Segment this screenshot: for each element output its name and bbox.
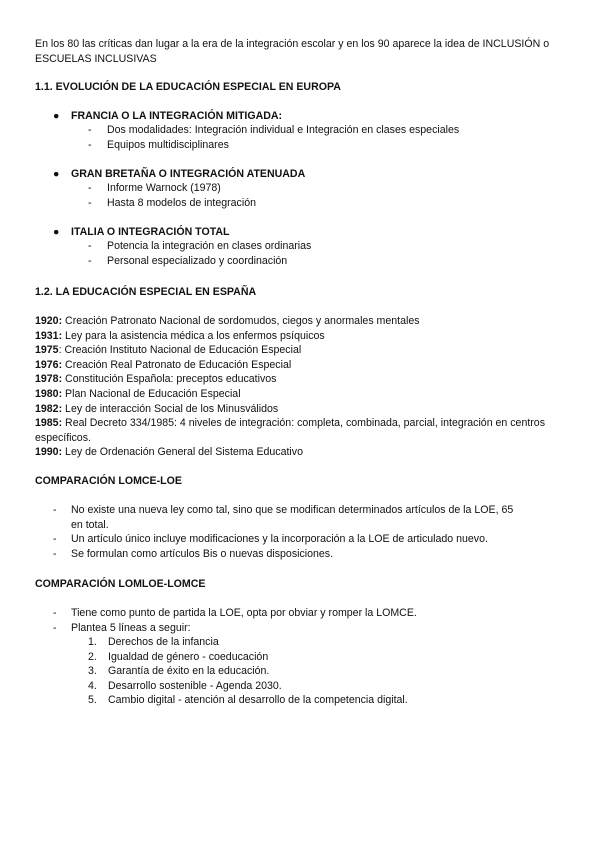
- bullet-icon: ●: [53, 168, 60, 180]
- timeline-entry: [35, 372, 555, 387]
- timeline-entry: [35, 416, 555, 445]
- timeline-year: 1990:: [35, 446, 63, 459]
- timeline-text: : Creación Instituto Nacional de Educación Especial: [58, 344, 302, 357]
- list-item: - Potencia la integración en clases ordinarias: [88, 239, 311, 254]
- country-heading-italia: [53, 225, 230, 240]
- francia-list: [88, 123, 459, 152]
- lomloe-lomce-list: [53, 606, 523, 635]
- list-item: - Hasta 8 modelos de integración: [88, 196, 256, 211]
- timeline-text: Ley para la asistencia médica a los enfermos psíquicos: [62, 329, 325, 342]
- bullet-icon: ●: [53, 110, 60, 122]
- country-name: FRANCIA O LA INTEGRACIÓN MITIGADA:: [71, 110, 283, 122]
- item-number: 5.: [88, 694, 97, 707]
- timeline-text: Constitución Española: preceptos educativos: [62, 373, 277, 386]
- timeline-year: 1978:: [35, 373, 63, 386]
- timeline-year: 1985:: [35, 417, 63, 430]
- country-heading-francia: [53, 109, 282, 124]
- numbered-item: [88, 650, 408, 665]
- item-text: Igualdad de género - coeducación: [108, 650, 269, 663]
- list-item: - Un artículo único incluye modificaciones y la incorporación a la LOE de articulado nuevo.: [53, 532, 523, 547]
- item-text: Derechos de la infancia: [108, 636, 219, 648]
- list-item: - Tiene como punto de partida la LOE, opta por obviar y romper la LOMCE.: [53, 606, 523, 621]
- timeline-entry: [35, 343, 555, 358]
- section-lomloe-lomce-title: COMPARACIÓN LOMLOE-LOMCE: [35, 578, 206, 590]
- timeline-year: 1920:: [35, 315, 63, 327]
- timeline-year: 1980:: [35, 387, 63, 400]
- numbered-item: [88, 664, 408, 679]
- timeline-text: Plan Nacional de Educación Especial: [62, 387, 241, 400]
- intro-paragraph: En los 80 las críticas dan lugar a la era de la integración escolar y en los 90 aparece la idea de INCLUSIÓN o ESCUELAS INCLUSIVAS: [35, 38, 550, 65]
- timeline-text: Real Decreto 334/1985: 4 niveles de integración: completa, combinada, parcial, integración en centros específicos.: [35, 417, 545, 444]
- item-text: Cambio digital - atención al desarrollo de la competencia digital.: [108, 694, 408, 707]
- list-item: - Plantea 5 líneas a seguir:: [53, 621, 523, 636]
- bullet-icon: ●: [53, 226, 60, 238]
- country-heading-gran-bretana: [53, 167, 305, 182]
- list-item: - Dos modalidades: Integración individual e Integración en clases especiales: [88, 123, 459, 138]
- timeline-entry: [35, 387, 555, 402]
- item-number: 1.: [88, 636, 97, 648]
- timeline-entry: [35, 358, 555, 373]
- list-item: - Se formulan como artículos Bis o nuevas disposiciones.: [53, 547, 523, 562]
- list-item: - Informe Warnock (1978): [88, 181, 256, 196]
- numbered-item: [88, 635, 408, 650]
- list-item: - Equipos multidisciplinares: [88, 138, 459, 153]
- list-item: - Personal especializado y coordinación: [88, 254, 311, 269]
- item-number: 4.: [88, 679, 97, 692]
- country-name: GRAN BRETAÑA O INTEGRACIÓN ATENUADA: [71, 168, 306, 180]
- timeline-year: 1976:: [35, 358, 63, 371]
- timeline-year: 1982:: [35, 402, 63, 415]
- timeline-entry: [35, 402, 555, 417]
- gran-bretana-list: [88, 181, 256, 210]
- timeline-text: Ley de Ordenación General del Sistema Educativo: [62, 446, 303, 459]
- timeline-year: 1931:: [35, 329, 63, 342]
- timeline-year: 1975: [35, 344, 59, 357]
- section-spain-title: 1.2. LA EDUCACIÓN ESPECIAL EN ESPAÑA: [35, 286, 257, 298]
- timeline-entry: [35, 445, 555, 460]
- list-item: - No existe una nueva ley como tal, sino que se modifican determinados artículos de la LOE, 65 en total.: [53, 503, 523, 532]
- country-name: ITALIA O INTEGRACIÓN TOTAL: [71, 226, 230, 238]
- numbered-item: [88, 679, 408, 694]
- item-number: 2.: [88, 650, 97, 663]
- item-number: 3.: [88, 665, 97, 678]
- section-europe-title: 1.1. EVOLUCIÓN DE LA EDUCACIÓN ESPECIAL EN EUROPA: [35, 81, 341, 93]
- timeline-entry: [35, 329, 555, 344]
- item-text: Desarrollo sostenible - Agenda 2030.: [108, 679, 282, 692]
- timeline-entry: [35, 314, 555, 329]
- lineas-numbered-list: [88, 635, 408, 708]
- item-text: Garantía de éxito en la educación.: [108, 665, 270, 678]
- timeline-text: Ley de interacción Social de los Minusválidos: [62, 402, 279, 415]
- section-lomce-loe-title: COMPARACIÓN LOMCE-LOE: [35, 475, 182, 487]
- spain-timeline: [35, 314, 555, 460]
- italia-list: [88, 239, 311, 268]
- lomce-loe-list: [53, 503, 523, 561]
- numbered-item: [88, 693, 408, 708]
- timeline-text: Creación Real Patronato de Educación Especial: [62, 358, 292, 371]
- timeline-text: Creación Patronato Nacional de sordomudos, ciegos y anormales mentales: [62, 315, 420, 327]
